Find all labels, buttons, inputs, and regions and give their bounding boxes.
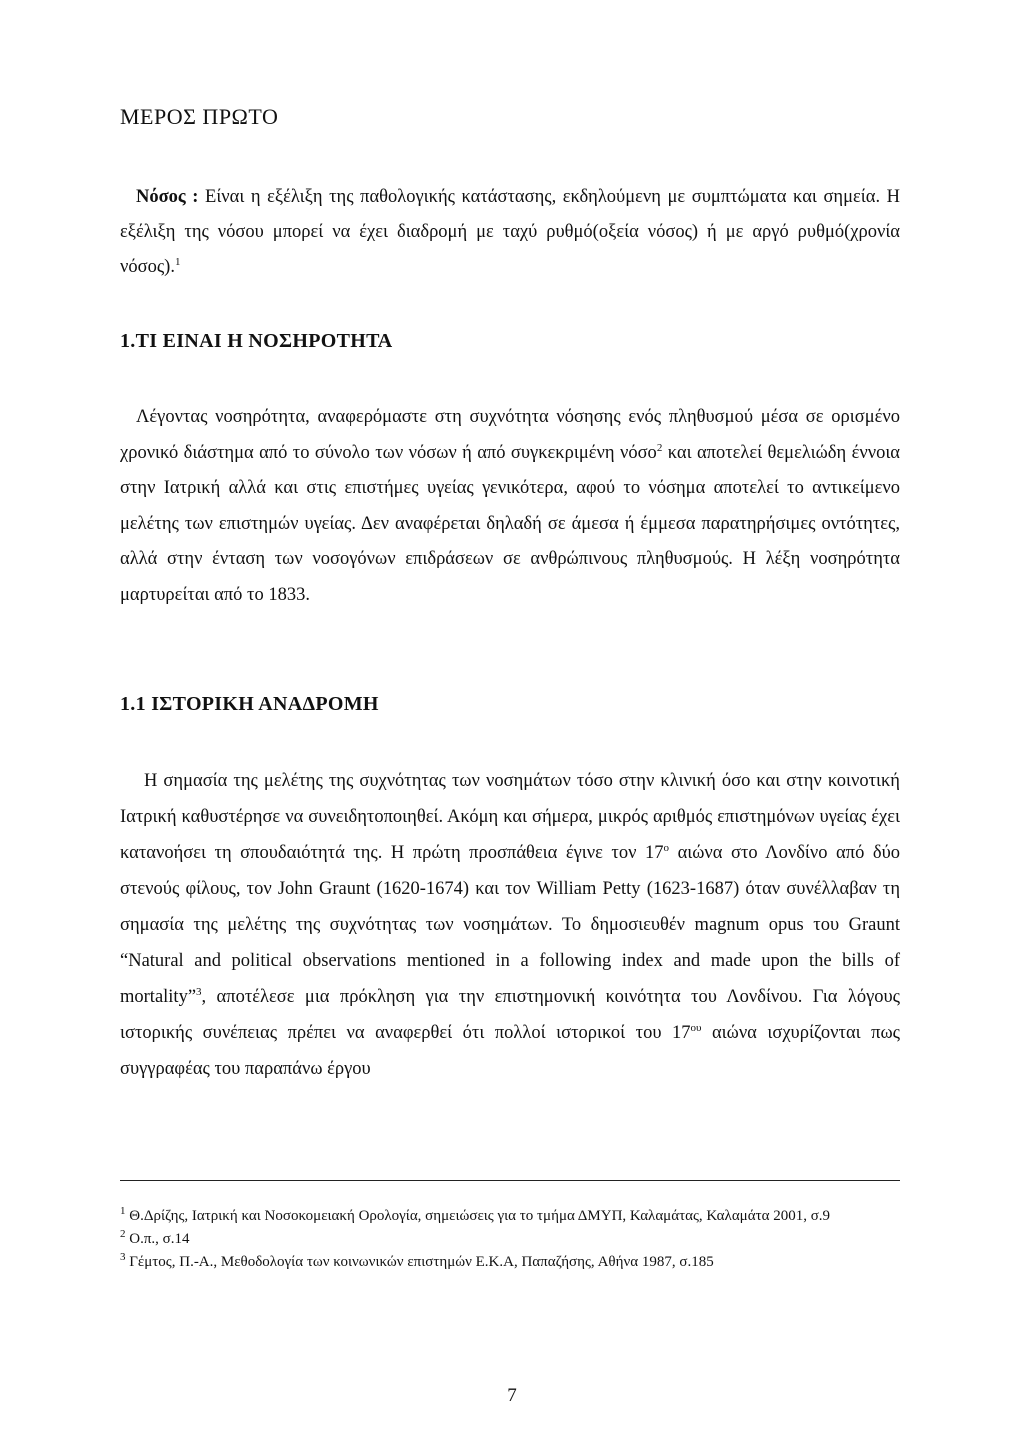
footnote-1 [120,1205,910,1228]
footnote-ref-2: 2 [656,441,663,454]
footnote-2 [120,1228,910,1251]
superscript-ordinal-a: ο [663,841,670,854]
footnote-separator [120,1180,900,1181]
footnote-text: Γέμτος, Π.-Α., Μεθοδολογία των κοινωνικών επιστημών Ε.Κ.Α, Παπαζήσης, Αθήνα 1987, σ.185 [125,1254,714,1270]
part-title: ΜΕΡΟΣ ΠΡΩΤΟ [120,104,279,129]
morbidity-text-a: Λέγοντας νοσηρότητα, αναφερόμαστε στη συχνότητα νόσησης ενός πληθυσμού μέσα σε ορισμένο χρονικό διάστημα από το σύνολο των νόσων ή από συγκεκριμένη νόσο [120,407,900,463]
morbidity-text [120,400,900,613]
history-text [120,763,900,1087]
footnote-text: Θ.Δρίζης, Ιατρική και Νοσοκομειακή Ορολογία, σημειώσεις για το τμήμα ΔΜΥΠ, Καλαμάτας, Καλαμάτα 2001, σ.9 [125,1208,831,1224]
intro-text [120,180,900,285]
history-paragraph [120,763,900,1087]
footnote-number: 3 [120,1251,126,1263]
section-heading-history: 1.1 ΙΣΤΟΡΙΚΗ ΑΝΑΔΡΟΜΗ [120,693,379,715]
intro-body: Είναι η εξέλιξη της παθολογικής κατάστασης, εκδηλούμενη με συμπτώματα και σημεία. Η εξέλιξη της νόσου μπορεί να έχει διαδρομή με ταχύ ρυθμό(οξεία νόσος) ή με αργό ρυθμό(χρονία νόσος). [120,187,900,277]
footnotes [120,1205,910,1274]
intro-term: Νόσος : [136,187,199,207]
footnote-ref-1: 1 [174,255,181,268]
superscript-ordinal-b: ου [690,1021,702,1034]
morbidity-text-b: και αποτελεί θεμελιώδη έννοια στην Ιατρική αλλά και στις επιστήμες υγείας γενικότερα, αφού το νόσημα αποτελεί το αντικείμενο μελέτης των επιστημών υγείας. Δεν αναφέρεται δηλαδή σε άμεσα ή έμμεσα παρατηρήσιμες οντότητες, αλλά στην ένταση των νοσογόνων επιδράσεων σε ανθρώπινους πληθυσμούς. Η λέξη νοσηρότητα μαρτυρείται από το 1833. [120,442,900,605]
page-number: 7 [507,1385,517,1406]
section-heading-morbidity: 1.ΤΙ ΕΙΝΑΙ Η ΝΟΣΗΡΟΤΗΤΑ [120,330,393,352]
history-text-a: Η σημασία της μελέτης της συχνότητας των νοσημάτων τόσο στην κλινική όσο και στην κοινοτική Ιατρική καθυστέρησε να συνειδητοποιηθεί. Ακόμη και σήμερα, μικρός αριθμός επιστημόνων υγείας έχει κατανοήσει τη σπουδαιότητά της. Η πρώτη προσπάθεια έγινε τον 17 [120,771,900,863]
footnote-3 [120,1251,910,1274]
footnote-number: 2 [120,1228,126,1240]
morbidity-paragraph [120,400,900,613]
footnote-number: 1 [120,1205,126,1217]
intro-paragraph [120,180,900,285]
history-text-c: , αποτέλεσε μια πρόκληση για την επιστημονική κοινότητα του Λονδίνου. Για λόγους ιστορικής συνέπειας πρέπει να αναφερθεί ότι πολλοί ιστορικοί του 17 [120,987,900,1043]
history-text-b: αιώνα στο Λονδίνο από δύο στενούς φίλους, τον John Graunt (1620-1674) και τον William Petty (1623-1687) όταν συνέλλαβαν τη σημασία της μελέτης της συχνότητας των νοσημάτων. Το δημοσιευθέν magnum opus του Graunt “Natural and political observations mentioned in a following index and made upon the bills of mortality” [120,843,900,1007]
footnote-text: Ο.π., σ.14 [125,1231,190,1247]
history-text-d: αιώνα ισχυρίζονται πως συγγραφέας του παραπάνω έργου [120,1023,900,1079]
footnote-ref-3: 3 [196,985,202,998]
